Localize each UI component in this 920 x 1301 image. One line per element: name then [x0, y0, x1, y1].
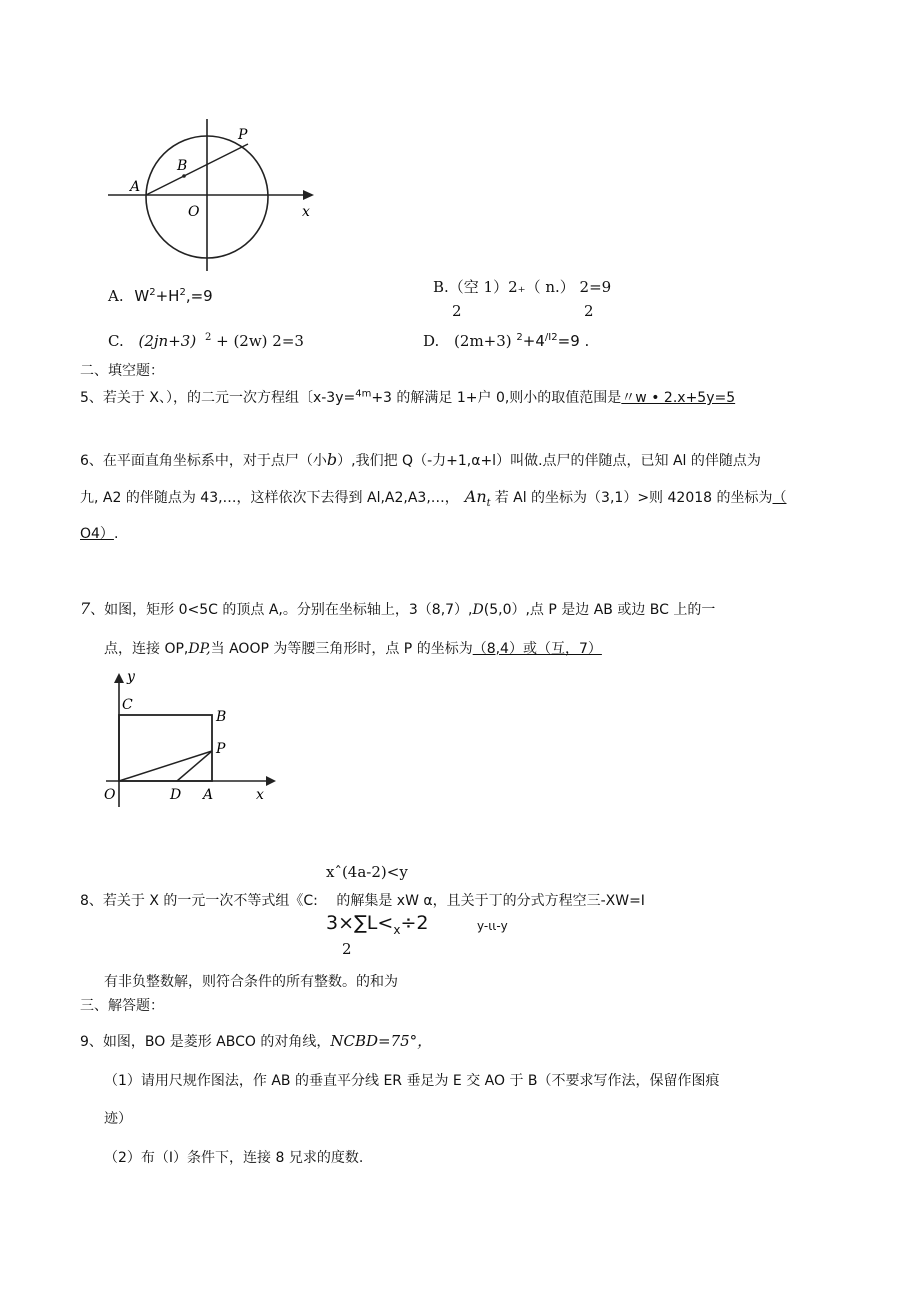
q6-line2-sub: t	[486, 497, 491, 509]
q6-end: .	[113, 526, 119, 542]
q6-answer-part2: O4）	[80, 526, 114, 542]
option-d-exp: 2	[516, 332, 523, 343]
figure1-x-arrow	[303, 190, 314, 200]
q6-line2a: 九, A2 的伴随点为 43,…，这样依次下去得到 Al,A2,A3,…，	[80, 490, 459, 506]
figure2-x-arrow	[266, 776, 276, 786]
q6-line2c: 若 Al 的坐标为（3,1）>则 42018 的坐标为	[494, 490, 773, 506]
section2-title: 二、填空题：	[80, 363, 164, 379]
q9-part1: （1）请用尺规作图法，作 AB 的垂直平分线 ER 垂足为 E 交 AO 于 B（不要求写作法，保留作图痕	[104, 1073, 720, 1089]
figure2-segment-dp	[177, 751, 212, 781]
option-d-rest: +4	[522, 332, 545, 350]
option-d-prefix: D.	[423, 332, 440, 350]
figure1-label-x: x	[302, 204, 310, 220]
q8-top: xˆ(4a-2)<y	[326, 863, 408, 881]
figure1-label-o: O	[188, 204, 200, 220]
option-b-line1: B.（空 1）2₊（ n.） 2=9	[433, 278, 612, 296]
option-c-exp: 2	[204, 332, 212, 343]
question-6-line3	[80, 525, 118, 543]
q7-line2b: DP,	[188, 641, 211, 657]
option-c-rest: + (2w) 2=3	[216, 332, 304, 350]
q8-bottom: 2	[342, 940, 352, 958]
option-a-math	[134, 287, 212, 305]
q9-line1a: 9、如图，BO 是菱形 ABCO 的对角线，	[80, 1034, 331, 1050]
q9-line1b: NCBD=75°，	[330, 1032, 433, 1050]
q8-big	[326, 912, 428, 937]
figure1-label-a: A	[130, 179, 141, 195]
q6-line1b: b	[326, 450, 338, 469]
option-d-tail: 2	[551, 332, 558, 343]
option-a	[108, 287, 213, 305]
q5-mid: +3 的解满足 1+户 0,则小的取值范围是	[371, 390, 622, 406]
question-5	[80, 389, 735, 407]
q6-answer-part1: （	[772, 490, 787, 506]
circle-figure	[100, 115, 330, 275]
q8-big-sub: x	[393, 922, 401, 937]
option-c-prefix: C.	[108, 332, 124, 350]
q6-line2b: An	[464, 487, 487, 506]
q6-line1a: 6、在平面直角坐标系中，对于点尸（小	[80, 453, 327, 469]
rectangle-figure	[100, 665, 290, 813]
option-a-exp2: 2	[179, 287, 186, 298]
figure2-label-p: P	[216, 741, 226, 757]
q9-part1-cont: 迹）	[104, 1111, 132, 1127]
figure2-segment-op	[119, 751, 212, 781]
option-d-exp2: /I	[544, 332, 552, 343]
q7-line1c: (5,0）,点 P 是边 AB 或边 BC 上的一	[483, 602, 716, 618]
option-d-end: =9 .	[557, 332, 590, 350]
q8-right: y-ιι-y	[477, 919, 508, 933]
figure2-label-x: x	[256, 787, 264, 803]
option-a-w: W	[134, 287, 150, 305]
q7-line2c: 当 AOOP 为等腰三角形时，点 P 的坐标为	[210, 641, 473, 657]
figure2-label-d: D	[170, 787, 182, 803]
option-a-tail: ,=9	[185, 287, 213, 305]
figure1-chord-ap	[146, 144, 248, 195]
figure2-label-b: B	[216, 709, 227, 725]
option-b-line2b: 2	[584, 302, 594, 320]
question-6-line1	[80, 451, 761, 470]
question-9-line1	[80, 1032, 432, 1051]
question-7-line2	[104, 640, 602, 658]
q8-last: 有非负整数解，则符合条件的所有整数。的和为	[104, 974, 398, 990]
option-c-math: (2jn+3)	[138, 332, 197, 350]
q7-num: 7	[80, 599, 91, 618]
option-d-math: (2m+3)	[454, 332, 512, 350]
figure2-label-c: C	[122, 697, 133, 713]
q5-head: 5、若关于 X、），的二元一次方程组〔x-3y=	[80, 390, 356, 406]
q5-sup: 4m	[355, 388, 372, 400]
figure2-y-arrow	[114, 673, 124, 683]
figure2-label-o: O	[104, 787, 116, 803]
q9-part2: （2）布（I）条件下，连接 8 兄求的度数.	[104, 1150, 364, 1166]
q7-answer: （8,4）或（互，7）	[472, 641, 602, 657]
question-6-line2	[80, 488, 787, 513]
q7-line2a: 点，连接 OP,	[104, 641, 189, 657]
figure2-rectangle	[119, 715, 212, 781]
q7-line1b: D	[472, 602, 484, 618]
option-a-plus-h: +H	[155, 287, 180, 305]
q5-answer: 〃w • 2.x+5y=5	[621, 390, 736, 406]
figure2-label-y: y	[127, 669, 135, 685]
q8-big-end: ÷2	[400, 912, 429, 934]
option-a-prefix: A.	[108, 287, 124, 305]
figure1-label-b: B	[177, 158, 188, 174]
figure1-label-p: P	[238, 127, 248, 143]
q7-line1a: 、如图，矩形 0<5C 的顶点 A,。分别在坐标轴上，3（8,7）,	[90, 602, 473, 618]
question-7-line1	[80, 600, 715, 619]
section3-title: 三、解答题：	[80, 998, 164, 1014]
q8-big-text: 3×∑L<	[326, 912, 394, 934]
figure2-label-a: A	[203, 787, 214, 803]
option-d	[423, 332, 589, 350]
option-c	[108, 332, 304, 350]
figure1-point-b	[182, 174, 186, 178]
option-b-line2a: 2	[452, 302, 462, 320]
option-a-exp1: 2	[149, 287, 156, 298]
q6-line1c: ）,我们把 Q（-力+1,α+l）叫做.点尸的伴随点，已知 Al 的伴随点为	[337, 453, 761, 469]
question-8-main: 8、若关于 X 的一元一次不等式组《C: 的解集是 xW α，且关于丁的分式方程空三-XW=I	[80, 893, 645, 909]
